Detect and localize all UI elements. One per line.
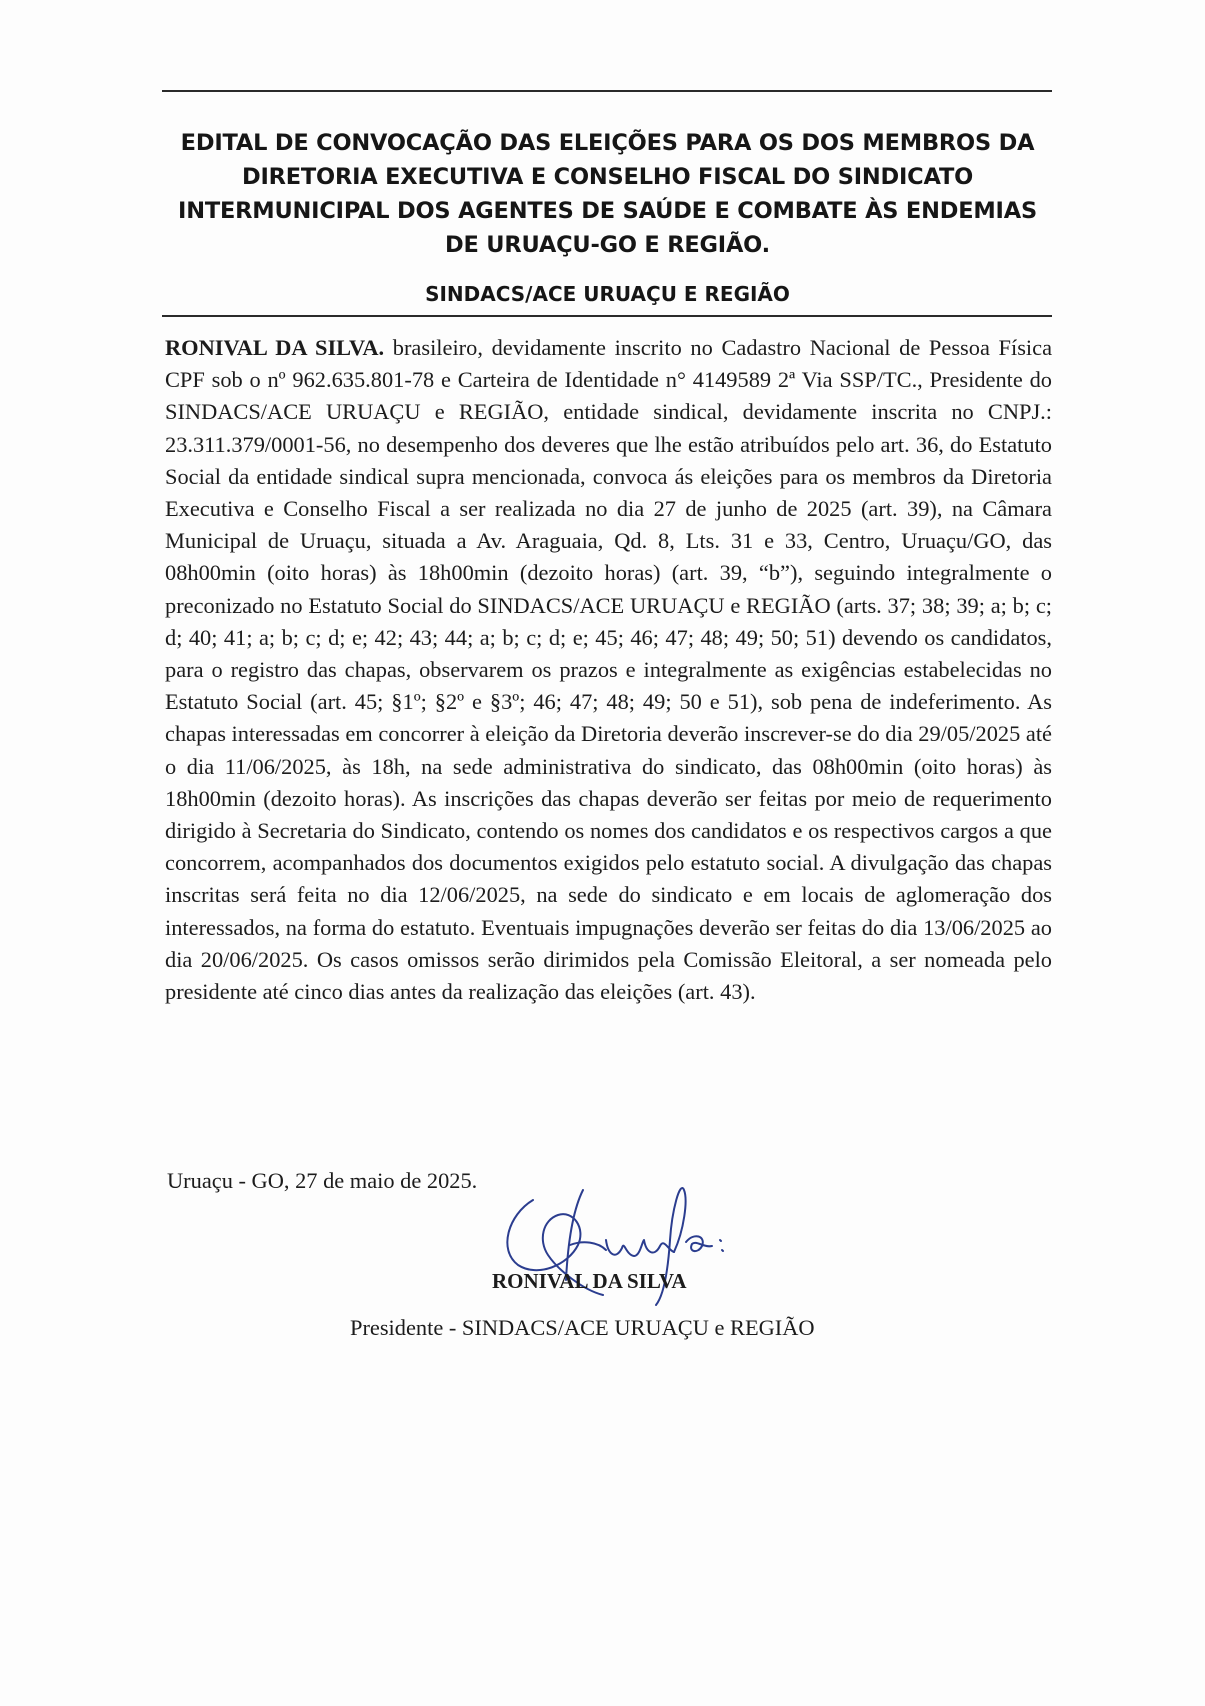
lead-name: RONIVAL DA SILVA. xyxy=(165,335,385,360)
signer-role: Presidente - SINDACS/ACE URUAÇU e REGIÃO xyxy=(350,1315,815,1340)
document-subtitle: SINDACS/ACE URUAÇU E REGIÃO xyxy=(425,282,790,306)
top-divider xyxy=(162,90,1052,92)
document-title: EDITAL DE CONVOCAÇÃO DAS ELEIÇÕES PARA OS DOS MEMBROS DA DIRETORIA EXECUTIVA E CONSELHO FISCAL DO SINDICATO INTERMUNICIPAL DOS AGENTES DE SAÚDE E COMBATE ÀS ENDEMIAS DE URUAÇU-GO E REGIÃO. xyxy=(178,130,1037,258)
signer-name: RONIVAL DA SILVA xyxy=(492,1269,687,1293)
place-and-date: Uruaçu - GO, 27 de maio de 2025. xyxy=(167,1168,478,1193)
subtitle-divider xyxy=(162,315,1052,317)
body-text: brasileiro, devidamente inscrito no Cadastro Nacional de Pessoa Física CPF sob o nº 962.635.801-78 e Carteira de Identidade n° 4149589 2ª Via SSP/TC., Presidente do SINDACS/ACE URUAÇU e REGIÃO, entidade sindical, devidamente inscrita no CNPJ.: 23.311.379/0001-56, no desempenho dos deveres que lhe estão atribuídos pelo art. 36, do Estatuto Social da entidade sindical supra mencionada, convoca ás eleições para os membros da Diretoria Executiva e Conselho Fiscal a ser realizada no dia 27 de junho de 2025 (art. 39), na Câmara Municipal de Uruaçu, situada a Av. Araguaia, Qd. 8, Lts. 31 e 33, Centro, Uruaçu/GO, das 08h00min (oito horas) às 18h00min (dezoito horas) (art. 39, “b”), seguindo integralmente o preconizado no Estatuto Social do SINDACS/ACE URUAÇU e REGIÃO (arts. 37; 38; 39; a; b; c; d; 40; 41; a; b; c; d; e; 42; 43; 44; a; b; c; d; e; 45; 46; 47; 48; 49; 50; 51) devendo os candidatos, para o registro das chapas, observarem os prazos e integralmente as exigências estabelecidas no Estatuto Social (art. 45; §1º; §2º e §3º; 46; 47; 48; 49; 50 e 51), sob pena de indeferimento. As chapas interessadas em concorrer à eleição da Diretoria deverão inscrever-se do dia 29/05/2025 até o dia 11/06/2025, às 18h, na sede administrativa do sindicato, das 08h00min (oito horas) às 18h00min (dezoito horas). As inscrições das chapas deverão ser feitas por meio de requerimento dirigido à Secretaria do Sindicato, contendo os nomes dos candidatos e os respectivos cargos a que concorrem, acompanhados dos documentos exigidos pelo estatuto social. A divulgação das chapas inscritas será feita no dia 12/06/2025, na sede do sindicato e em locais de aglomeração dos interessados, na forma do estatuto. Eventuais impugnações deverão ser feitas do dia 13/06/2025 ao dia 20/06/2025. Os casos omissos serão dirimidos pela Comissão Eleitoral, a ser nomeada pelo presidente até cinco dias antes da realização das eleições (art. 43). xyxy=(165,335,1053,1005)
body-paragraph xyxy=(165,332,1052,1008)
